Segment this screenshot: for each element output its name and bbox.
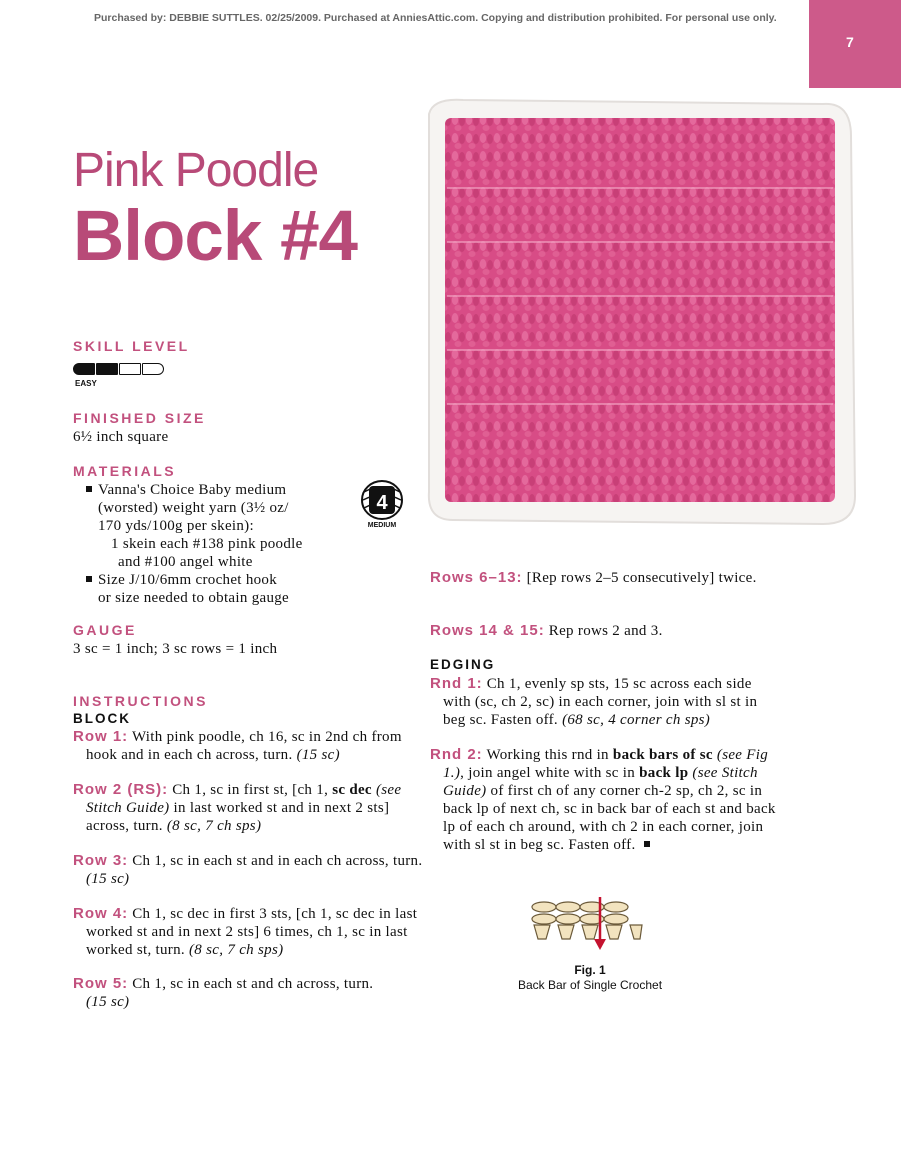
rows-6-13-instruction: Rows 6–13: [Rep rows 2–5 consecutively] twice. [430,569,757,586]
rnd-2-instruction: Rnd 2: Working this rnd in back bars of sc (see Fig 1.), join angel white with sc in back lp (see Stitch Guide) of first ch of any corner ch-2 sp, ch 2, sc in back lp of next ch, sc in back bar of each st and back lp of each ch around, with ch 2 in each corner, join with sl st in beg sc. Fasten off. [430,746,776,853]
row-5-instruction: Row 5: Ch 1, sc in each st and ch across, turn. (15 sc) [73,975,374,1010]
back-bar-diagram [528,895,648,951]
skill-segment-empty [119,363,141,375]
skill-level-label: EASY [75,379,97,388]
rnd-1-instruction: Rnd 1: Ch 1, evenly sp sts, 15 sc across each side with (sc, ch 2, sc) in each corner, join with sl st in beg sc. Fasten off. (68 sc, 4 corner ch sps) [430,675,758,728]
page-number-tab [809,0,901,88]
skill-segment-filled [73,363,95,375]
materials-item-yarn: Vanna's Choice Baby medium (worsted) weight yarn (3½ oz/ 170 yds/100g per skein): 1 skein each #138 pink poodle and #100 angel white [86,481,366,571]
skill-segment-filled [96,363,118,375]
row-3-instruction: Row 3: Ch 1, sc in each st and in each ch across, turn. (15 sc) [73,852,423,887]
yarn-weight-label: MEDIUM [367,522,397,529]
edging-heading: EDGING [430,657,496,672]
row-2-instruction: Row 2 (RS): Ch 1, sc in first st, [ch 1, sc dec (see Stitch Guide) in last worked st and in next 2 sts] across, turn. (8 sc, 7 ch sps) [73,781,402,834]
row-4-instruction: Row 4: Ch 1, sc dec in first 3 sts, [ch 1, sc dec in last worked st and in next 2 sts] 6 times, ch 1, sc in last worked st, turn. (8 sc, 7 ch sps) [73,905,418,958]
page-title-line2: Block #4 [73,197,358,276]
yarn-weight-number: 4 [376,492,388,514]
skill-segment-empty [142,363,164,375]
gauge-heading: GAUGE [73,622,137,638]
yarn-weight-icon [360,480,404,530]
materials-item-hook: Size J/10/6mm crochet hook or size needed to obtain gauge [86,571,366,607]
skill-level-heading: SKILL LEVEL [73,338,190,354]
page-title-line1: Pink Poodle [73,144,319,197]
figure-caption-text: Back Bar of Single Crochet [517,978,663,992]
purchase-note: Purchased by: DEBBIE SUTTLES. 02/25/2009. Purchased at AnniesAttic.com. Copying and distribution prohibited. For personal use only. [94,12,777,24]
finished-size-heading: FINISHED SIZE [73,410,206,426]
materials-heading: MATERIALS [73,463,177,479]
bullet-icon [86,486,92,492]
crochet-block-photo [423,96,858,528]
instructions-heading: INSTRUCTIONS [73,693,208,709]
rows-14-15-instruction: Rows 14 & 15: Rep rows 2 and 3. [430,622,663,639]
gauge-text: 3 sc = 1 inch; 3 sc rows = 1 inch [73,641,278,657]
skill-level-meter [73,363,165,375]
page-number: 7 [846,34,854,50]
block-heading: BLOCK [73,711,131,726]
figure-caption [510,963,670,993]
figure-number: Fig. 1 [574,963,606,977]
materials-list [86,481,366,607]
bullet-icon [86,576,92,582]
row-1-instruction: Row 1: With pink poodle, ch 16, sc in 2nd ch from hook and in each ch across, turn. (15 sc) [73,728,402,763]
end-mark-icon [644,841,650,847]
finished-size-text: 6½ inch square [73,429,169,445]
